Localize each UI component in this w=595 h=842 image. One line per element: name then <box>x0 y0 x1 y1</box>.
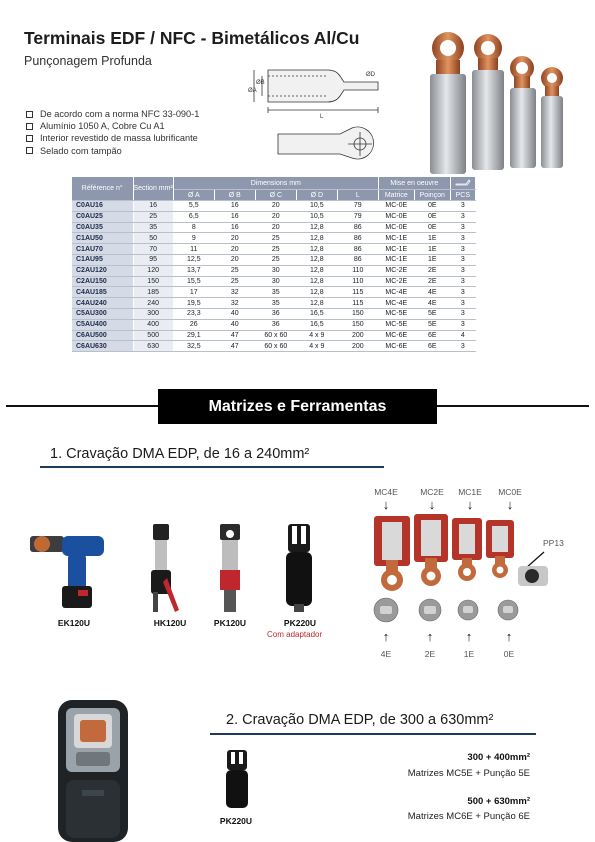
table-cell: 240 <box>133 298 173 309</box>
table-cell: 12,8 <box>296 265 337 276</box>
table-cell: 79 <box>337 211 378 222</box>
table-cell: 16,5 <box>296 319 337 330</box>
table-cell: 20 <box>255 211 296 222</box>
crimping-head-photo <box>52 700 134 842</box>
feature-item: Interior revestido de massa lubrificante <box>26 132 199 144</box>
ek120u-tool-image <box>28 518 118 613</box>
col-header-oa: Ø A <box>173 190 214 201</box>
pk220u-small-tool-image <box>222 748 252 812</box>
crimp-spec-500-630: Matrizes MC6E + Punção 6E <box>407 811 530 822</box>
table-cell: 4E <box>414 287 450 298</box>
table-row <box>72 233 475 244</box>
table-cell: 2E <box>414 265 450 276</box>
table-row <box>72 319 475 330</box>
table-cell: 3 <box>450 211 475 222</box>
table-cell: 110 <box>337 276 378 287</box>
table-cell: 35 <box>255 287 296 298</box>
crimp-spec-300-400: Matrizes MC5E + Punção 5E <box>407 768 530 779</box>
table-cell: 3 <box>450 319 475 330</box>
punch-label-2e: 2E <box>424 649 436 659</box>
table-cell: 95 <box>133 254 173 265</box>
table-cell: 12,8 <box>296 244 337 255</box>
crimp-range-500-630: 500 + 630mm² <box>467 796 530 807</box>
table-cell: MC-0E <box>378 201 414 212</box>
table-cell: 8 <box>173 222 214 233</box>
table-cell: 86 <box>337 254 378 265</box>
arrow-down-icon: ↓ <box>506 497 514 512</box>
table-cell: 20 <box>214 254 255 265</box>
table-cell: 32 <box>214 287 255 298</box>
table-cell: 400 <box>133 319 173 330</box>
table-row <box>72 341 475 352</box>
specification-table <box>72 177 476 352</box>
table-cell: 3 <box>450 244 475 255</box>
table-cell: 32 <box>214 298 255 309</box>
table-cell: C4AU185 <box>72 287 133 298</box>
table-cell: 36 <box>255 319 296 330</box>
table-cell: 120 <box>133 265 173 276</box>
table-row <box>72 222 475 233</box>
table-cell: 35 <box>255 298 296 309</box>
table-cell: 47 <box>214 341 255 352</box>
tool-label-ek120u: EK120U <box>57 618 91 628</box>
table-row <box>72 244 475 255</box>
table-row <box>72 254 475 265</box>
crimp-icon <box>450 177 475 190</box>
tool-label-pk220u: PK220U <box>283 618 317 628</box>
group-header-dimensions: Dimensions mm <box>173 177 378 190</box>
table-cell: 86 <box>337 244 378 255</box>
adapter-note: Com adaptador <box>267 630 323 639</box>
table-cell: 12,8 <box>296 276 337 287</box>
table-cell: 12,8 <box>296 254 337 265</box>
arrow-down-icon: ↓ <box>428 497 436 512</box>
table-cell: 3 <box>450 298 475 309</box>
table-cell: MC-0E <box>378 211 414 222</box>
square-bullet-icon <box>26 135 33 142</box>
table-cell: C2AU150 <box>72 276 133 287</box>
col-header-l: L <box>337 190 378 201</box>
table-cell: MC-6E <box>378 341 414 352</box>
table-cell: 47 <box>214 330 255 341</box>
table-cell: 5E <box>414 319 450 330</box>
table-cell: 500 <box>133 330 173 341</box>
col-header-section: Section mm² <box>133 177 173 201</box>
table-cell: 40 <box>214 319 255 330</box>
hk120u-tool-image <box>145 522 185 614</box>
page-subtitle: Punçonagem Profunda <box>24 54 152 68</box>
table-cell: MC-0E <box>378 222 414 233</box>
table-cell: 150 <box>133 276 173 287</box>
table-cell: 3 <box>450 276 475 287</box>
table-cell: 79 <box>337 201 378 212</box>
table-row <box>72 330 475 341</box>
table-cell: 115 <box>337 298 378 309</box>
table-cell: 32,5 <box>173 341 214 352</box>
table-cell: 6E <box>414 330 450 341</box>
dim-label-b: ØB <box>256 80 265 86</box>
table-cell: 25 <box>133 211 173 222</box>
table-cell: 3 <box>450 222 475 233</box>
table-cell: C5AU400 <box>72 319 133 330</box>
table-cell: 19,5 <box>173 298 214 309</box>
table-cell: 60 x 60 <box>255 341 296 352</box>
table-cell: C5AU300 <box>72 308 133 319</box>
table-cell: 36 <box>255 308 296 319</box>
table-cell: 5,5 <box>173 201 214 212</box>
table-cell: C1AU95 <box>72 254 133 265</box>
table-cell: 15,5 <box>173 276 214 287</box>
table-cell: 12,8 <box>296 298 337 309</box>
pk120u-tool-image <box>210 522 250 614</box>
arrow-up-icon: ↑ <box>465 629 473 644</box>
table-cell: 70 <box>133 244 173 255</box>
table-cell: 630 <box>133 341 173 352</box>
table-cell: C4AU240 <box>72 298 133 309</box>
table-cell: 13,7 <box>173 265 214 276</box>
pp13-tool-image <box>512 548 552 590</box>
group-header-mise: Mise en oeuvre <box>378 177 450 190</box>
table-cell: 150 <box>337 319 378 330</box>
feature-list <box>26 108 199 157</box>
table-cell: 30 <box>255 276 296 287</box>
table-cell: 6E <box>414 341 450 352</box>
table-cell: 86 <box>337 233 378 244</box>
table-cell: 16 <box>214 222 255 233</box>
dim-label-a: ØA <box>248 88 257 94</box>
terminal-dimension-drawing <box>248 62 398 166</box>
feature-item: Selado com tampão <box>26 145 199 157</box>
arrow-up-icon: ↑ <box>382 629 390 644</box>
table-cell: MC-5E <box>378 308 414 319</box>
table-cell: 6,5 <box>173 211 214 222</box>
table-cell: 300 <box>133 308 173 319</box>
table-cell: 86 <box>337 222 378 233</box>
table-cell: MC-1E <box>378 254 414 265</box>
table-cell: 16,5 <box>296 308 337 319</box>
table-cell: 25 <box>255 233 296 244</box>
table-cell: 40 <box>214 308 255 319</box>
table-row <box>72 265 475 276</box>
table-cell: 9 <box>173 233 214 244</box>
table-cell: 3 <box>450 308 475 319</box>
table-cell: 25 <box>255 244 296 255</box>
section-banner: Matrizes e Ferramentas <box>158 389 437 424</box>
table-cell: 150 <box>337 308 378 319</box>
col-header-oc: Ø C <box>255 190 296 201</box>
specification-table-body <box>72 201 475 352</box>
col-header-poincon: Poinçon <box>414 190 450 201</box>
table-cell: 3 <box>450 233 475 244</box>
table-cell: C1AU70 <box>72 244 133 255</box>
tool-label-hk120u: HK120U <box>153 618 187 628</box>
table-cell: 10,5 <box>296 201 337 212</box>
table-cell: 3 <box>450 254 475 265</box>
table-row <box>72 287 475 298</box>
table-cell: 3 <box>450 341 475 352</box>
table-cell: 1E <box>414 244 450 255</box>
table-cell: 30 <box>255 265 296 276</box>
table-cell: 20 <box>214 233 255 244</box>
table-cell: 0E <box>414 201 450 212</box>
table-cell: 17 <box>173 287 214 298</box>
arrow-down-icon: ↓ <box>382 497 390 512</box>
punch-label-1e: 1E <box>463 649 475 659</box>
table-cell: 10,5 <box>296 211 337 222</box>
table-cell: MC-1E <box>378 244 414 255</box>
table-cell: MC-4E <box>378 298 414 309</box>
square-bullet-icon <box>26 111 33 118</box>
part2-heading: 2. Cravação DMA EDP, de 300 a 630mm² <box>226 712 494 728</box>
table-cell: 110 <box>337 265 378 276</box>
matrix-label-mc1e: MC1E <box>458 487 482 497</box>
col-header-ob: Ø B <box>214 190 255 201</box>
part1-underline <box>40 466 384 468</box>
punch-label-0e: 0E <box>503 649 515 659</box>
feature-item: Alumínio 1050 A, Cobre Cu A1 <box>26 120 199 132</box>
table-cell: 5E <box>414 308 450 319</box>
arrow-up-icon: ↑ <box>505 629 513 644</box>
table-cell: MC-5E <box>378 319 414 330</box>
table-cell: C6AU630 <box>72 341 133 352</box>
table-cell: 4 x 9 <box>296 330 337 341</box>
matrix-label-mc4e: MC4E <box>374 487 398 497</box>
crimp-range-300-400: 300 + 400mm² <box>467 752 530 763</box>
table-cell: 20 <box>214 244 255 255</box>
col-header-pcs: PCS <box>450 190 475 201</box>
table-cell: 26 <box>173 319 214 330</box>
col-header-od: Ø D <box>296 190 337 201</box>
punches-photo <box>368 596 538 626</box>
table-row <box>72 211 475 222</box>
table-cell: 11 <box>173 244 214 255</box>
part2-underline <box>210 733 536 735</box>
table-cell: 60 x 60 <box>255 330 296 341</box>
table-cell: 115 <box>337 287 378 298</box>
table-cell: 200 <box>337 330 378 341</box>
table-cell: MC-4E <box>378 287 414 298</box>
table-row <box>72 276 475 287</box>
table-cell: 35 <box>133 222 173 233</box>
table-cell: 0E <box>414 211 450 222</box>
table-cell: C0AU25 <box>72 211 133 222</box>
table-cell: C6AU500 <box>72 330 133 341</box>
square-bullet-icon <box>26 147 33 154</box>
dim-label-l: L <box>320 114 324 120</box>
table-cell: C0AU16 <box>72 201 133 212</box>
table-cell: 12,8 <box>296 222 337 233</box>
table-cell: 16 <box>214 201 255 212</box>
table-cell: C0AU35 <box>72 222 133 233</box>
tool-label-pk220u-part2: PK220U <box>219 816 253 826</box>
table-cell: 3 <box>450 265 475 276</box>
table-cell: 4 x 9 <box>296 341 337 352</box>
table-cell: 25 <box>255 254 296 265</box>
table-cell: 12,8 <box>296 233 337 244</box>
pk220u-tool-image <box>282 522 316 614</box>
table-cell: 4E <box>414 298 450 309</box>
table-cell: MC-2E <box>378 265 414 276</box>
col-header-matrice: Matrice <box>378 190 414 201</box>
table-cell: C1AU50 <box>72 233 133 244</box>
page-title: Terminais EDF / NFC - Bimetálicos Al/Cu <box>24 28 360 48</box>
table-cell: MC-6E <box>378 330 414 341</box>
table-cell: 12,8 <box>296 287 337 298</box>
table-cell: 3 <box>450 287 475 298</box>
table-cell: 20 <box>255 201 296 212</box>
table-cell: C2AU120 <box>72 265 133 276</box>
table-cell: 1E <box>414 233 450 244</box>
table-cell: 25 <box>214 265 255 276</box>
table-cell: 185 <box>133 287 173 298</box>
table-row <box>72 308 475 319</box>
matrix-label-mc2e: MC2E <box>420 487 444 497</box>
table-cell: MC-1E <box>378 233 414 244</box>
table-cell: 12,5 <box>173 254 214 265</box>
table-cell: 20 <box>255 222 296 233</box>
arrow-down-icon: ↓ <box>466 497 474 512</box>
table-cell: 1E <box>414 254 450 265</box>
punch-tool-label: PP13 <box>543 538 564 548</box>
table-row <box>72 298 475 309</box>
arrow-up-icon: ↑ <box>426 629 434 644</box>
table-cell: MC-2E <box>378 276 414 287</box>
matrix-label-mc0e: MC0E <box>498 487 522 497</box>
table-cell: 50 <box>133 233 173 244</box>
table-cell: 200 <box>337 341 378 352</box>
table-cell: 23,3 <box>173 308 214 319</box>
col-header-reference: Référence n° <box>72 177 133 201</box>
punch-label-4e: 4E <box>380 649 392 659</box>
feature-item: De acordo com a norma NFC 33-090-1 <box>26 108 199 120</box>
part1-heading: 1. Cravação DMA EDP, de 16 a 240mm² <box>50 446 310 462</box>
dim-label-d: ØD <box>366 72 375 78</box>
square-bullet-icon <box>26 123 33 130</box>
table-cell: 0E <box>414 222 450 233</box>
table-cell: 29,1 <box>173 330 214 341</box>
table-cell: 4 <box>450 330 475 341</box>
table-cell: 25 <box>214 276 255 287</box>
bimetallic-terminals-photo <box>410 30 570 175</box>
table-cell: 16 <box>133 201 173 212</box>
table-row <box>72 201 475 212</box>
table-cell: 2E <box>414 276 450 287</box>
table-cell: 16 <box>214 211 255 222</box>
table-cell: 3 <box>450 201 475 212</box>
tool-label-pk120u: PK120U <box>213 618 247 628</box>
